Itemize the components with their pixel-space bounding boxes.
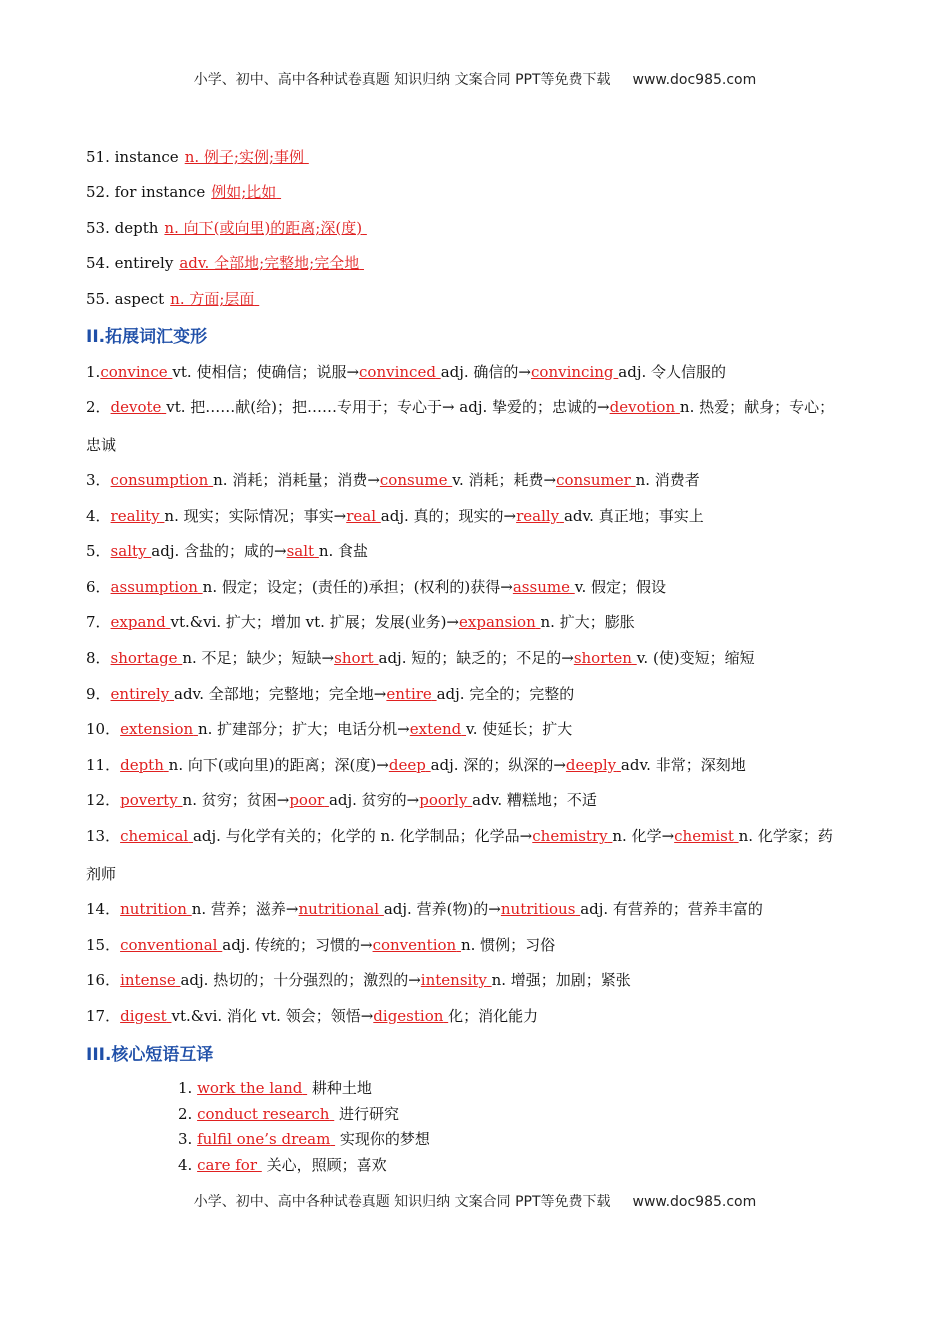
page-header bbox=[0, 69, 950, 89]
phrase-item: 1. work the land 耕种土地 bbox=[178, 1079, 372, 1097]
word-form-continuation: 忠诚 bbox=[86, 436, 117, 454]
word-form-item: 14．nutrition n. 营养；滋养→nutritional adj. 营养(物)的→nutritious adj. 有营养的；营养丰富的 bbox=[86, 900, 763, 918]
word-form-item: 1.convince vt. 使相信；使确信；说服→convinced adj. 确信的→convincing adj. 令人信服的 bbox=[86, 363, 727, 381]
vocab-item: 51. instance n. 例子;实例;事例 bbox=[86, 147, 309, 167]
word-form-item: 5．salty adj. 含盐的；咸的→salt n. 食盐 bbox=[86, 542, 369, 560]
vocab-item: 52. for instance 例如;比如 bbox=[86, 182, 281, 202]
phrase-item: 4. care for 关心，照顾；喜欢 bbox=[178, 1156, 387, 1174]
word-form-item: 6．assumption n. 假定；设定；(责任的)承担；(权利的)获得→assume v. 假定；假设 bbox=[86, 578, 666, 596]
word-form-item: 9．entirely adv. 全部地；完整地；完全地→entire adj. 完全的；完整的 bbox=[86, 685, 575, 703]
header-site: www.doc985.com bbox=[632, 72, 757, 88]
footer-text: 小学、初中、高中各种试卷真题 知识归纳 文案合同 PPT等免费下载 bbox=[193, 1194, 611, 1210]
footer-site: www.doc985.com bbox=[632, 1194, 757, 1210]
word-form-item: 11．depth n. 向下(或向里)的距离；深(度)→deep adj. 深的；纵深的→deeply adv. 非常；深刻地 bbox=[86, 756, 746, 774]
word-form-item: 3．consumption n. 消耗；消耗量；消费→consume v. 消耗；耗费→consumer n. 消费者 bbox=[86, 471, 700, 489]
phrase-item: 2. conduct research 进行研究 bbox=[178, 1105, 400, 1123]
answer: n. 例子;实例;事例 bbox=[184, 148, 305, 166]
word-form-item: 2．devote vt. 把……献(给)；把……专用于；专心于→ adj. 挚爱的；忠诚的→devotion n. 热爱；献身；专心； bbox=[86, 398, 835, 416]
word-form-item: 15．conventional adj. 传统的；习惯的→convention n. 惯例；习俗 bbox=[86, 936, 556, 954]
word-form-item: 17．digest vt.&vi. 消化 vt. 领会；领悟→digestion 化；消化能力 bbox=[86, 1007, 539, 1025]
section-2-heading: II.拓展词汇变形 bbox=[86, 327, 208, 347]
word-form-item: 13．chemical adj. 与化学有关的；化学的 n. 化学制品；化学品→chemistry n. 化学→chemist n. 化学家；药 bbox=[86, 827, 833, 845]
word-form-item: 10．extension n. 扩建部分；扩大；电话分机→extend v. 使延长；扩大 bbox=[86, 720, 573, 738]
word-form-item: 12．poverty n. 贫穷；贫困→poor adj. 贫穷的→poorly adv. 糟糕地；不适 bbox=[86, 791, 597, 809]
section-3-heading: III.核心短语互译 bbox=[86, 1045, 214, 1065]
answer: adv. 全部地;完整地;完全地 bbox=[179, 254, 360, 272]
answer: 例如;比如 bbox=[211, 183, 277, 201]
word-form-continuation: 剂师 bbox=[86, 865, 117, 883]
word-form-item: 4．reality n. 现实；实际情况；事实→real adj. 真的；现实的→really adv. 真正地；事实上 bbox=[86, 507, 704, 525]
page-footer bbox=[0, 1191, 950, 1211]
phrase-item: 3. fulfil one’s dream 实现你的梦想 bbox=[178, 1130, 430, 1148]
answer: n. 方面;层面 bbox=[170, 290, 255, 308]
answer: n. 向下(或向里)的距离;深(度) bbox=[164, 219, 363, 237]
word-form-item: 16．intense adj. 热切的；十分强烈的；激烈的→intensity n. 增强；加剧；紧张 bbox=[86, 971, 631, 989]
word-form-item: 8．shortage n. 不足；缺少；短缺→short adj. 短的；缺乏的；不足的→shorten v. (使)变短；缩短 bbox=[86, 649, 755, 667]
vocab-item: 53. depth n. 向下(或向里)的距离;深(度) bbox=[86, 218, 367, 238]
vocab-item: 55. aspect n. 方面;层面 bbox=[86, 289, 259, 309]
header-text: 小学、初中、高中各种试卷真题 知识归纳 文案合同 PPT等免费下载 bbox=[193, 72, 611, 88]
word-form-item: 7．expand vt.&vi. 扩大；增加 vt. 扩展；发展(业务)→expansion n. 扩大；膨胀 bbox=[86, 613, 635, 631]
vocab-item: 54. entirely adv. 全部地;完整地;完全地 bbox=[86, 253, 364, 273]
